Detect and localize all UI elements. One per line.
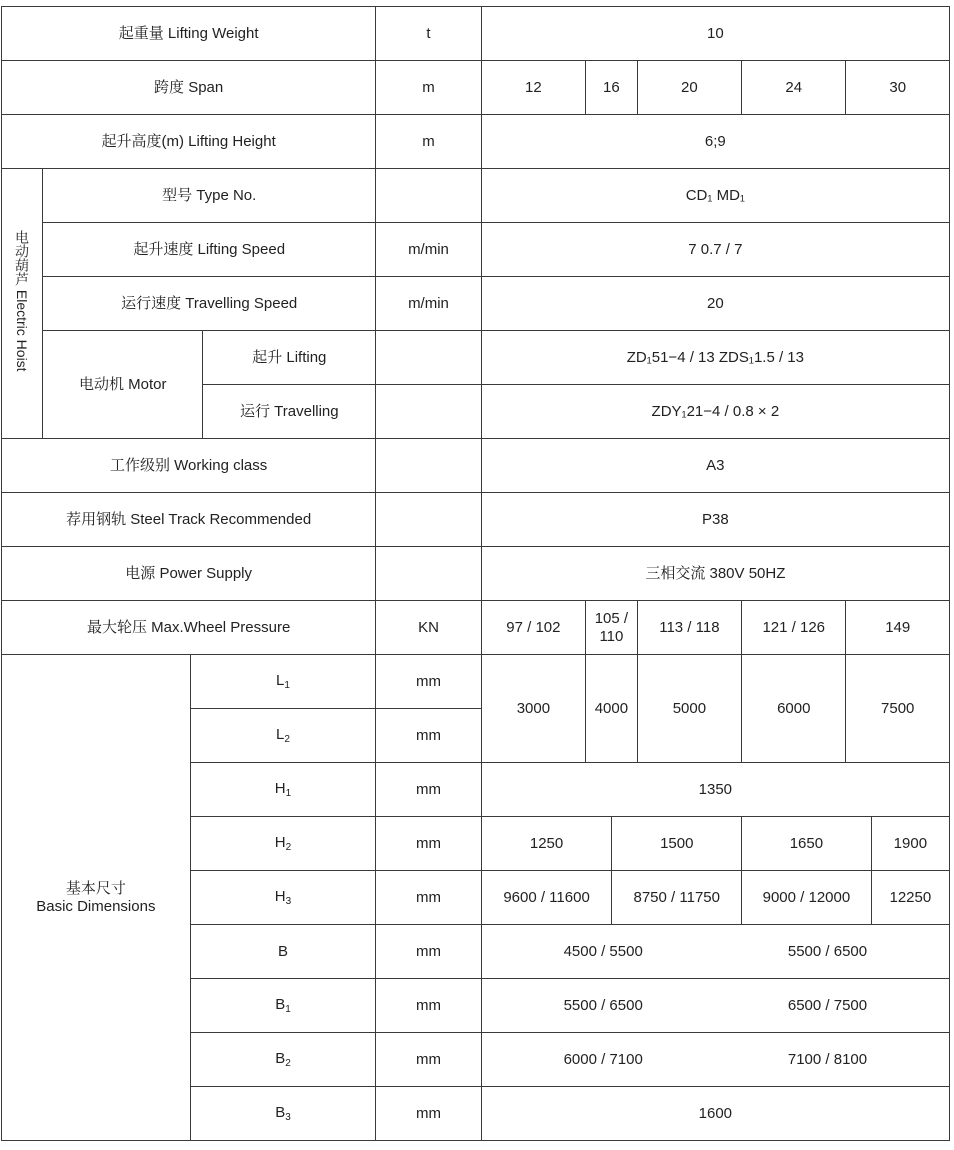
- lifting-weight-label: 起重量 Lifting Weight: [2, 7, 376, 61]
- power-supply-value: 三相交流 380V 50HZ: [481, 547, 949, 601]
- span-value: 30: [846, 61, 950, 115]
- B2-value: 7100 / 8100: [787, 1050, 868, 1068]
- basic-dimensions-group: [2, 655, 191, 1141]
- row-power-supply: [2, 547, 950, 601]
- L-value: 5000: [637, 655, 741, 763]
- param-H2: $H_2$: [190, 817, 376, 871]
- param-B: B: [190, 925, 376, 979]
- motor-lifting-value: ZD₁51−4 / 13 ZDS₁1.5 / 13: [481, 331, 949, 385]
- H3-value: 9600 / 11600: [481, 871, 612, 925]
- B-unit: mm: [376, 925, 481, 979]
- H3-value: 9000 / 12000: [742, 871, 872, 925]
- motor-travelling-unit: [376, 385, 481, 439]
- motor-lifting-unit: [376, 331, 481, 385]
- motor-label: 电动机 Motor: [43, 331, 203, 439]
- L2-unit: mm: [376, 709, 481, 763]
- basic-dimensions-label-cn: 基本尺寸: [65, 879, 126, 897]
- B3-unit: mm: [376, 1087, 481, 1141]
- param-L1: $L_1$: [190, 655, 376, 709]
- working-class-unit: [376, 439, 481, 493]
- H3-unit: mm: [376, 871, 481, 925]
- max-wheel-pressure-value: 97 / 102: [481, 601, 585, 655]
- motor-travelling-label: 运行 Travelling: [203, 385, 376, 439]
- row-lifting-weight: [2, 7, 950, 61]
- span-label: 跨度 Span: [2, 61, 376, 115]
- H3-value: 8750 / 11750: [612, 871, 742, 925]
- steel-track-unit: [376, 493, 481, 547]
- L1-unit: mm: [376, 655, 481, 709]
- param-B2: $B_2$: [190, 1033, 376, 1087]
- lifting-speed-unit: m/min: [376, 223, 481, 277]
- motor-travelling-value: ZDY₁21−4 / 0.8 × 2: [481, 385, 949, 439]
- B-values: [481, 925, 949, 979]
- B3-value: 1600: [481, 1087, 949, 1141]
- H1-unit: mm: [376, 763, 481, 817]
- type-no-value: CD₁ MD₁: [481, 169, 949, 223]
- L-value: 4000: [586, 655, 638, 763]
- B2-unit: mm: [376, 1033, 481, 1087]
- max-wheel-pressure-value: 105 / 110: [586, 601, 638, 655]
- type-no-label: 型号 Type No.: [43, 169, 376, 223]
- B-value: 5500 / 6500: [787, 942, 868, 960]
- param-H3: $H_3$: [190, 871, 376, 925]
- B2-values: [481, 1033, 949, 1087]
- B1-value: 5500 / 6500: [563, 996, 643, 1014]
- B-value: 4500 / 5500: [563, 942, 643, 960]
- travelling-speed-value: 20: [481, 277, 949, 331]
- L-value: 3000: [481, 655, 585, 763]
- travelling-speed-label: 运行速度 Travelling Speed: [43, 277, 376, 331]
- span-value: 12: [481, 61, 585, 115]
- L-value: 6000: [742, 655, 846, 763]
- lifting-weight-unit: t: [376, 7, 481, 61]
- L-value: 7500: [846, 655, 950, 763]
- lifting-speed-label: 起升速度 Lifting Speed: [43, 223, 376, 277]
- row-type-no: [2, 169, 950, 223]
- H2-value: 1250: [481, 817, 612, 871]
- power-supply-label: 电源 Power Supply: [2, 547, 376, 601]
- span-value: 16: [586, 61, 638, 115]
- row-L1: [2, 655, 950, 709]
- B1-value: 6500 / 7500: [787, 996, 868, 1014]
- param-B3: $B_3$: [190, 1087, 376, 1141]
- power-supply-unit: [376, 547, 481, 601]
- row-travelling-speed: [2, 277, 950, 331]
- span-value: 24: [742, 61, 846, 115]
- max-wheel-pressure-value: 113 / 118: [637, 601, 741, 655]
- param-L2: $L_2$: [190, 709, 376, 763]
- travelling-speed-unit: m/min: [376, 277, 481, 331]
- row-lifting-speed: [2, 223, 950, 277]
- H1-value: 1350: [481, 763, 949, 817]
- B1-unit: mm: [376, 979, 481, 1033]
- H2-unit: mm: [376, 817, 481, 871]
- row-lifting-height: [2, 115, 950, 169]
- H2-value: 1650: [742, 817, 872, 871]
- row-span: [2, 61, 950, 115]
- H2-value: 1900: [871, 817, 949, 871]
- working-class-label: 工作级别 Working class: [2, 439, 376, 493]
- steel-track-value: P38: [481, 493, 949, 547]
- lifting-weight-value: 10: [481, 7, 949, 61]
- working-class-value: A3: [481, 439, 949, 493]
- row-motor-lifting: [2, 331, 950, 385]
- row-working-class: [2, 439, 950, 493]
- lifting-height-unit: m: [376, 115, 481, 169]
- H3-value: 12250: [871, 871, 949, 925]
- span-unit: m: [376, 61, 481, 115]
- B1-values: [481, 979, 949, 1033]
- max-wheel-pressure-label: 最大轮压 Max.Wheel Pressure: [2, 601, 376, 655]
- row-max-wheel-pressure: [2, 601, 950, 655]
- span-value: 20: [637, 61, 741, 115]
- steel-track-label: 荐用钢轨 Steel Track Recommended: [2, 493, 376, 547]
- electric-hoist-group: [2, 169, 43, 439]
- basic-dimensions-label-en: Basic Dimensions: [36, 897, 156, 915]
- lifting-speed-value: 7 0.7 / 7: [481, 223, 949, 277]
- B2-value: 6000 / 7100: [563, 1050, 643, 1068]
- motor-lifting-label: 起升 Lifting: [203, 331, 376, 385]
- type-no-unit: [376, 169, 481, 223]
- lifting-height-label: 起升高度(m) Lifting Height: [2, 115, 376, 169]
- crane-spec-table: [1, 6, 950, 1141]
- max-wheel-pressure-value: 149: [846, 601, 950, 655]
- row-steel-track: [2, 493, 950, 547]
- max-wheel-pressure-unit: KN: [376, 601, 481, 655]
- max-wheel-pressure-value: 121 / 126: [742, 601, 846, 655]
- param-B1: $B_1$: [190, 979, 376, 1033]
- electric-hoist-label: 电动葫芦 Electric Hoist: [14, 230, 31, 372]
- lifting-height-value: 6;9: [481, 115, 949, 169]
- H2-value: 1500: [612, 817, 742, 871]
- param-H1: $H_1$: [190, 763, 376, 817]
